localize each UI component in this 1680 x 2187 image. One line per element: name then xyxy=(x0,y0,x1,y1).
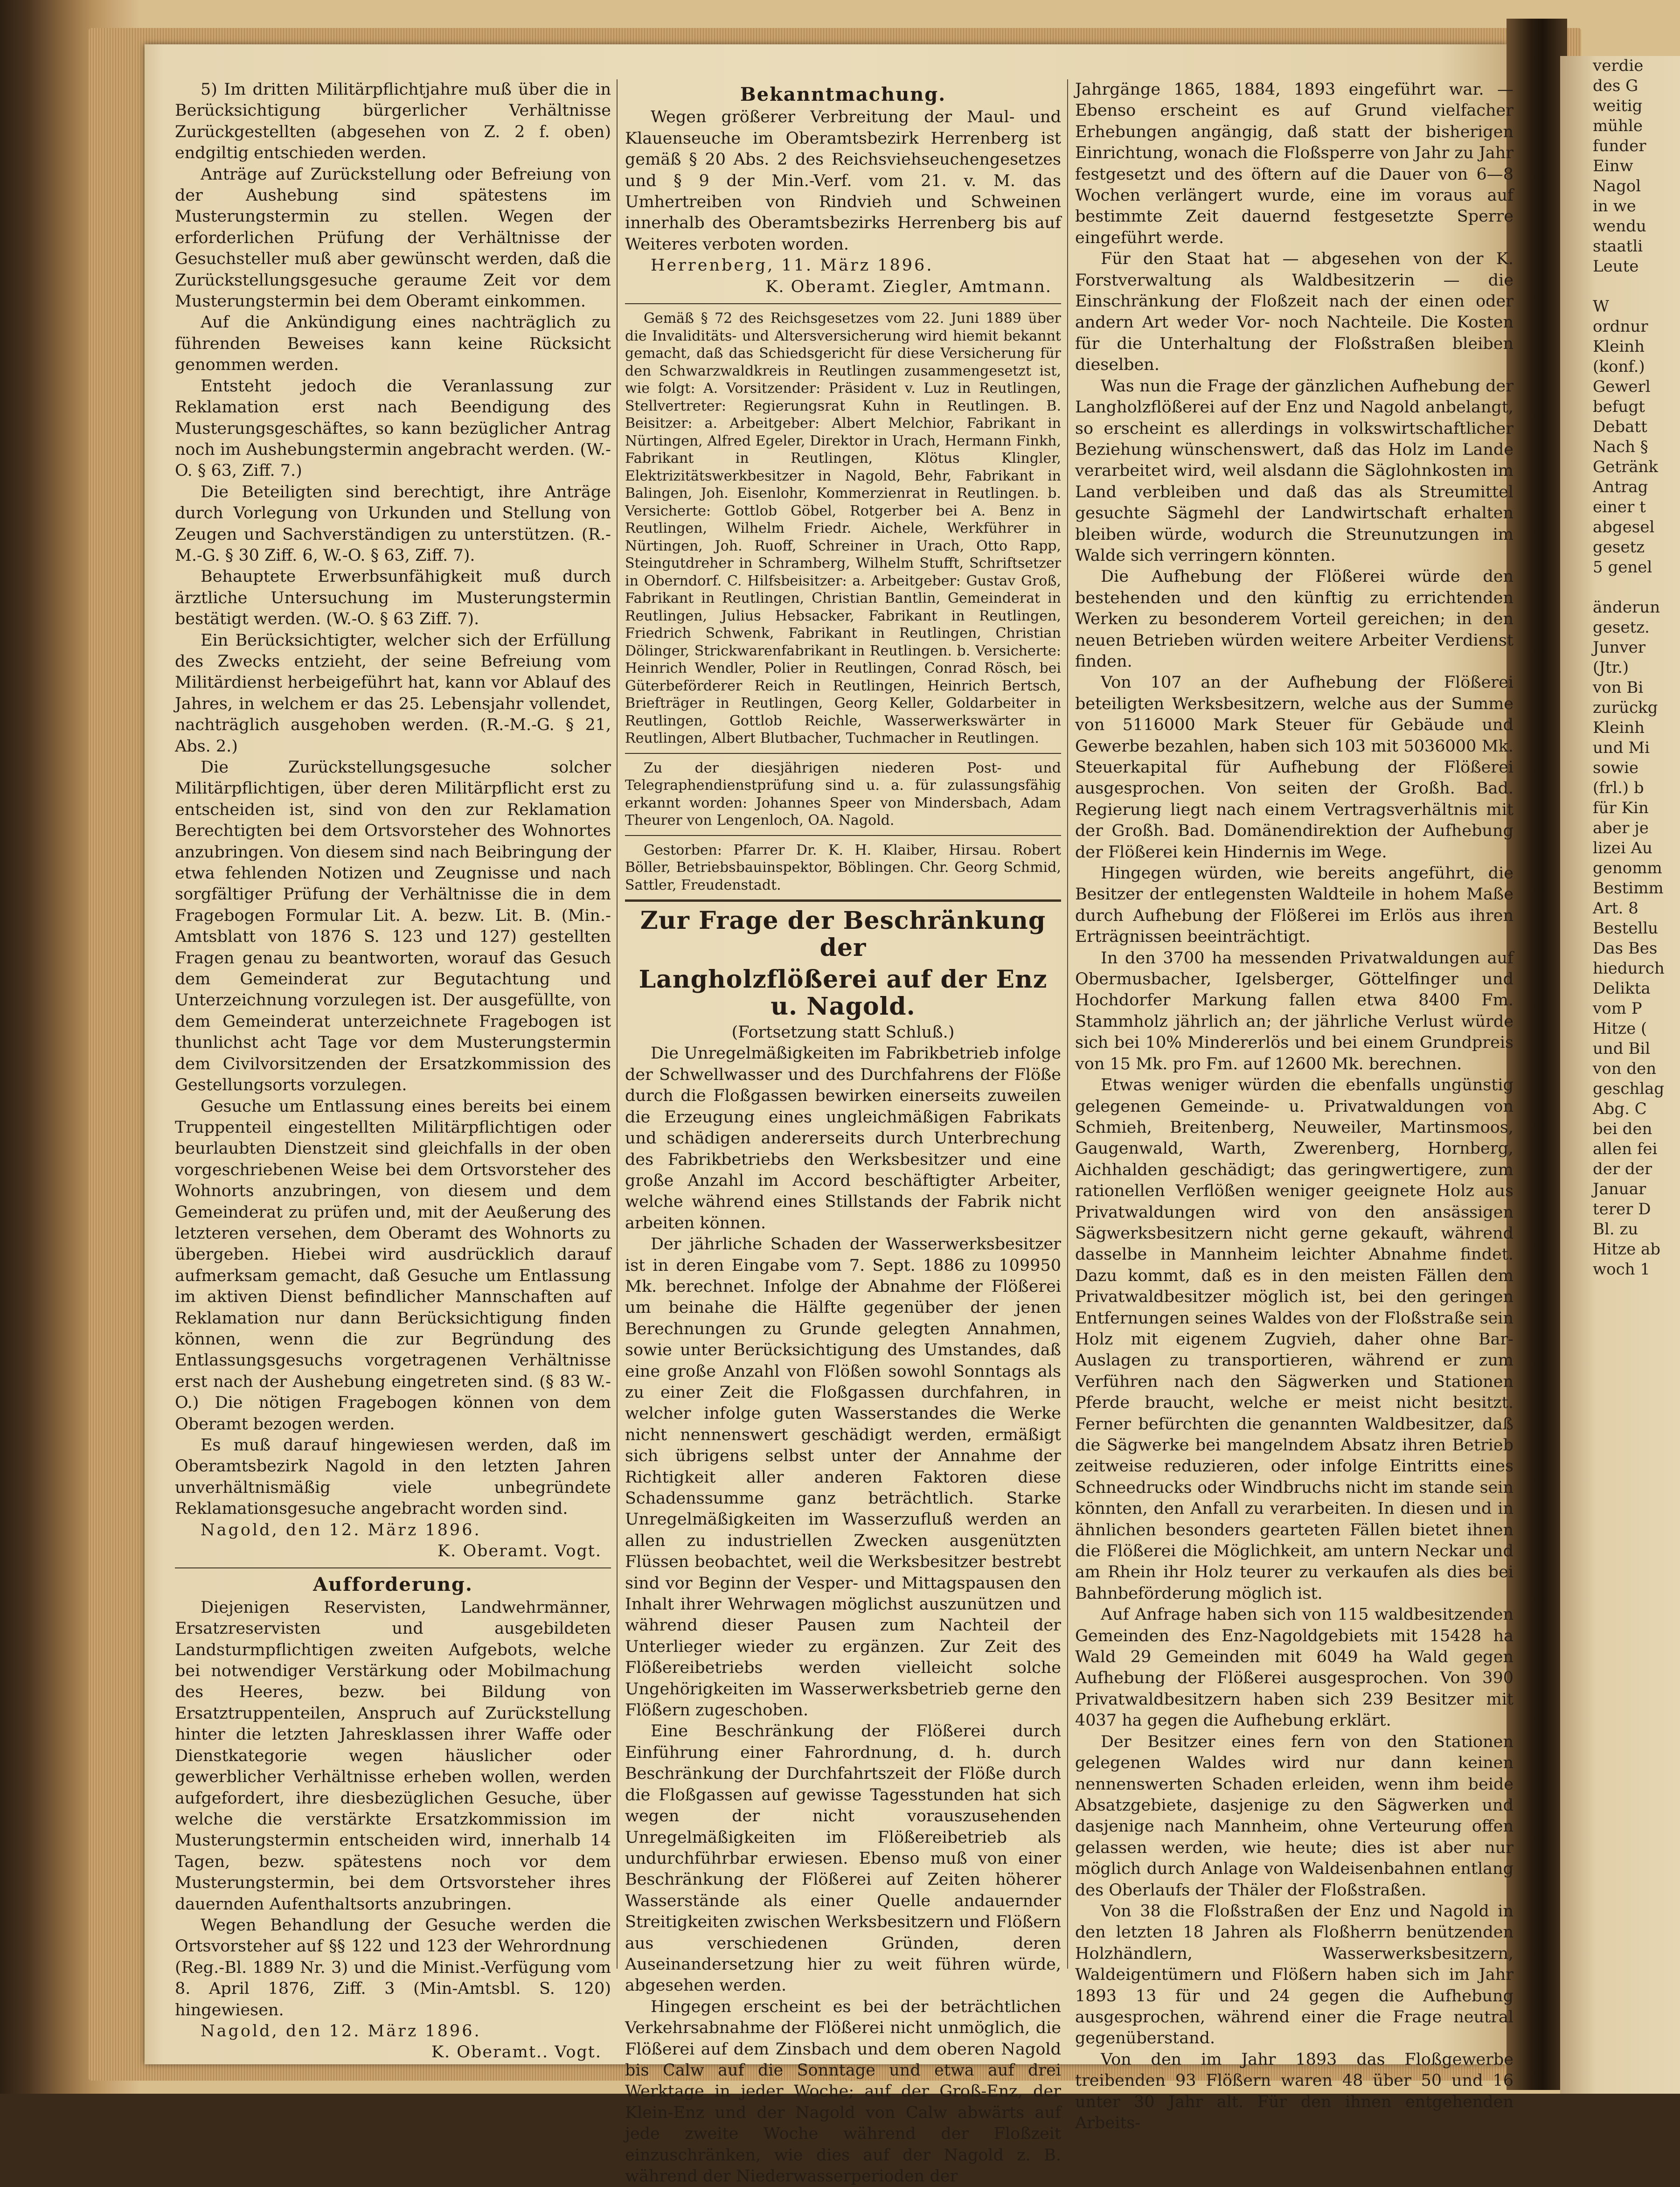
facing-page-line: Einw xyxy=(1593,157,1633,175)
facing-page-line: hiedurch xyxy=(1593,959,1665,978)
facing-page-line: wendu xyxy=(1593,217,1646,236)
facing-page-line: gesetz xyxy=(1593,538,1645,557)
facing-page-line: in we xyxy=(1593,197,1636,216)
facing-page-line: lizei Au xyxy=(1593,839,1652,857)
article-subheading: (Fortsetzung statt Schluß.) xyxy=(731,1023,955,1042)
facing-page-line: Nach § xyxy=(1593,438,1648,456)
facing-page-line: änderun xyxy=(1593,598,1660,617)
paragraph: Anträge auf Zurückstellung oder Befreiung von der Aushebung sind spätestens im Musterungstermin zu stellen. Wegen der erforderlichen Prüfung der Verhältnisse der Gesuchsteller muß aber gewünscht werden, daß die Zurückstellungsgesuche geraume Zeit vor dem Musterungstermin bei dem Oberamt einkommen. xyxy=(175,165,611,311)
paragraph: Hingegen würden, wie bereits angeführt, die Besitzer der entlegensten Waldteile in hohem Maße durch Aufhebung der Flößerei im Erlös aus ihren Erträgnissen beeinträchtigt. xyxy=(1075,864,1513,947)
paragraph: Etwas weniger würden die ebenfalls ungünstig gelegenen Gemeinde- u. Privatwaldungen von Schmieh, Breitenberg, Neuweiler, Martinsmoos, Gaugenwald, Warth, Zwerenberg, Hornberg, Aichhalden geschädigt; das geringwertigere, zum rationellen Verflößen weniger geeignete Holz aus Privatwaldungen wird von den ansässigen Sägwerksbesitzern nicht gerne gekauft, während dasselbe in Mannheim leichter Abnahme findet. Dazu kommt, daß es in den meisten Fällen dem Privatwaldbesitzer möglich ist, bei den geringen Entfernungen seines Waldes von der Floßstraße sein Holz mit eigenem Zugvieh, daher ohne Bar-Auslagen zu transportieren, während er zum Verführen nach den Sägwerken und Stationen Pferde braucht, welche er meist nicht besitzt. Ferner befürchten die genannten Waldbesitzer, daß die Sägwerke bei mangelndem Absatz ihren Betrieb zeitweise reduzieren, oder infolge Eintritts eines Schneedrucks oder Windbruchs nicht im stande sein könnten, den Anfall zu verarbeiten. In diesen und in ähnlichen besonders gearteten Fällen bietet ihnen die Flößerei die Möglichkeit, am untern Neckar und am Rhein ihr Holz teurer zu verkaufen als dies bei Bahnbeförderung möglich ist. xyxy=(1075,1076,1513,1603)
dateline: Herrenberg, 11. März 1896. xyxy=(651,256,934,275)
facing-page-line: funder xyxy=(1593,137,1646,155)
facing-page-line: ordnur xyxy=(1593,317,1648,336)
facing-page-line: und Mi xyxy=(1593,738,1650,757)
facing-page-line: Abg. C xyxy=(1593,1100,1647,1118)
paragraph: Der Besitzer eines fern von den Stationen gelegenen Waldes wird nur dann keinen nennenswerten Schaden erleiden, wenn ihm beide Absatzgebiete, dasjenige zu den Sägwerken und dasjenige nach Mannheim, ohne Verteurung offen gelassen werden, wie heute; dies ist aber nur möglich durch Anlage von Waldeisenbahnen entlang des Oberlaufs der Thäler der Floßstraßen. xyxy=(1075,1732,1513,1900)
facing-page-line: (Jtr.) xyxy=(1593,658,1629,677)
paragraph: Behauptete Erwerbsunfähigkeit muß durch ärztliche Untersuchung im Musterungstermin bestätigt werden. (W.-O. § 63 Ziff. 7). xyxy=(175,567,611,629)
article-headline: Zur Frage der Beschränkung der xyxy=(640,906,1046,962)
facing-page-line: genomm xyxy=(1593,859,1662,878)
signature-line: K. Oberamt.. Vogt. xyxy=(431,2043,602,2062)
facing-page-line: Januar xyxy=(1593,1180,1646,1198)
facing-page-line: vom P xyxy=(1593,999,1642,1018)
facing-page-line: 5 genel xyxy=(1593,558,1652,577)
paragraph: Auf die Ankündigung eines nachträglich zu führenden Beweises kann keine Rücksicht genommen werden. xyxy=(175,313,611,375)
book-gutter xyxy=(1506,19,1567,2090)
paragraph: Von den im Jahr 1893 das Floßgewerbe treibenden 93 Flößern waren 48 über 50 und 16 unter 30 Jahr alt. Für den ihnen entgehenden Arbeits- xyxy=(1075,2050,1513,2132)
facing-page-line: Art. 8 xyxy=(1593,899,1638,918)
paragraph: Der jährliche Schaden der Wasserwerksbesitzer ist in deren Eingabe vom 7. Sept. 1886 zu 109950 Mk. berechnet. Infolge der Abnahme der Flößerei um beinahe die Hälfte gegenüber der jenen Berechnungen zu Grunde gelegten Annahmen, sowie unter Berücksichtigung des Umstandes, daß eine große Anzahl von Flößen sowohl Sonntags als zu einer Zeit die Floßgassen durchfahren, in welcher infolge guten Wasserstandes die Werke nicht nennenswert geschädigt werden, ermäßigt sich übrigens selbst unter der Annahme der Richtigkeit aller anderen Faktoren diese Schadenssumme ganz beträchtlich. Starke Unregelmäßigkeiten im Wasserzufluß werden an allen zu industriellen Zwecken ausgenützten Flüssen beobachtet, weil die Werksbesitzer bestrebt sind vor Beginn der Vesper- und Mittagspausen den Inhalt ihrer Wehrwagen möglichst auszunützen und während dieser Pausen zum Nachteil der Unterlieger wieder zu ergänzen. Zur Zeit des Flößereibetriebs werden vielleicht solche Ungehörigkeiten im Wasserwerksbetrieb gerne den Flößern zugeschoben. xyxy=(625,1235,1061,1720)
column-1 xyxy=(175,79,611,2062)
column-3 xyxy=(1075,79,1513,2132)
facing-page-line: einer t xyxy=(1593,498,1646,516)
facing-page-line xyxy=(1560,277,1680,297)
facing-page-line: von Bi xyxy=(1593,678,1644,697)
facing-page-line: weitig xyxy=(1593,97,1643,115)
paragraph: Ein Berücksichtigter, welcher sich der Erfüllung des Zwecks entzieht, der seine Befreiung vom Militärdienst herbeigeführt hat, kann vor Ablauf des Jahres, in welchem er das 25. Lebensjahr vollendet, nachträglich ausgehoben werden. (R.-M.-G. § 21, Abs. 2.) xyxy=(175,631,611,756)
facing-page-line: Bl. zu xyxy=(1593,1220,1638,1239)
facing-page-line: (konf.) xyxy=(1593,357,1645,376)
paragraph: Auf Anfrage haben sich von 115 waldbesitzenden Gemeinden des Enz-Nagoldgebiets mit 15428 ha Wald 29 Gemeinden mit 6049 ha Wald gegen Aufhebung der Flößerei ausgesprochen. Von 390 Privatwaldbesitzern haben sich 239 Besitzer mit 4037 ha gegen die Aufhebung erklärt. xyxy=(1075,1605,1513,1730)
facing-page-line: allen fei xyxy=(1593,1140,1658,1158)
dateline: Nagold, den 12. März 1896. xyxy=(201,2021,481,2041)
paragraph: 5) Im dritten Militärpflichtjahre muß über die in Berücksichtigung bürgerlicher Verhältnisse Zurückgestellten (abgesehen von Z. 2 f. oben) endgiltig entschieden werden. xyxy=(175,80,611,163)
section-rule xyxy=(625,753,1061,754)
column-divider-1 xyxy=(617,79,618,1969)
paragraph: Die Beteiligten sind berechtigt, ihre Anträge durch Vorlegung von Urkunden und Stellung von Zeugen und Sachverständigen zu unterstützen. (R.-M.-G. § 30 Ziff. 6, W.-O. § 63, Ziff. 7). xyxy=(175,482,611,565)
facing-page-line: zurückg xyxy=(1593,698,1658,717)
facing-page-fragment xyxy=(1560,56,1680,2094)
facing-page-line: Leute xyxy=(1593,257,1639,276)
paragraph: Gesuche um Entlassung eines bereits bei einem Truppenteil eingestellten Militärpflichtigen oder beurlaubten Dienstzeit sind gleichfalls in der oben vorgeschriebenen Weise bei dem Ortsvorsteher des Wohnorts anzubringen, von diesem und dem Gemeinderat zu prüfen und, mit der Aeußerung des letzteren versehen, dem Oberamt des Wohnorts zu übergeben. Hiebei wird ausdrücklich darauf aufmerksam gemacht, daß Gesuche um Entlassung im aktiven Dienst befindlicher Mannschaften auf Reklamation nur dann Berücksichtigung finden können, wenn die zur Begründung des Entlassungsgesuchs vorgetragenen Verhältnisse erst nach der Aushebung eingetreten sind. (§ 83 W.-O.) Die nötigen Fragebogen können von dem Oberamt bezogen werden. xyxy=(175,1097,611,1434)
facing-page-line xyxy=(1560,578,1680,598)
paragraph: Gestorben: Pfarrer Dr. K. H. Klaiber, Hirsau. Robert Böller, Betriebsbauinspektor, Böblingen. Chr. Georg Schmid, Sattler, Freudenstadt. xyxy=(625,842,1061,893)
facing-page-line: bei den xyxy=(1593,1120,1652,1138)
facing-page-line: Kleinh xyxy=(1593,337,1645,356)
facing-page-line: Nagol xyxy=(1593,177,1641,195)
dateline: Nagold, den 12. März 1896. xyxy=(201,1520,481,1539)
paragraph: Wegen größerer Verbreitung der Maul- und Klauenseuche im Oberamtsbezirk Herrenberg ist gemäß § 20 Abs. 2 des Reichsviehseuchengesetzes und § 9 der Min.-Verf. vom 21. v. M. das Umhertreiben von Rindvieh und Schweinen innerhalb des Oberamtsbezirks Herrenberg bis auf Weiteres verboten worden. xyxy=(625,108,1061,254)
facing-page-line: W xyxy=(1593,297,1609,316)
facing-page-line: von den xyxy=(1593,1059,1657,1078)
facing-page-line: Antrag xyxy=(1593,478,1648,496)
facing-page-line: Hitze ( xyxy=(1593,1019,1647,1038)
facing-page-line: terer D xyxy=(1593,1200,1651,1219)
facing-page-line: Bestellu xyxy=(1593,919,1658,938)
paragraph: Wegen Behandlung der Gesuche werden die Ortsvorsteher auf §§ 122 und 123 der Wehrordnung (Reg.-Bl. 1889 Nr. 3) und die Minist.-Verfügung vom 8. April 1876, Ziff. 3 (Min-Amtsbl. S. 120) hingewiesen. xyxy=(175,1915,611,2020)
paragraph: Von 38 die Floßstraßen der Enz und Nagold in den letzten 18 Jahren als Floßherrn benützenden Holzhändlern, Wasserwerksbesitzern, Waldeigentümern und Flößern haben sich im Jahr 1893 13 für und 24 gegen die Aufhebung ausgesprochen, während einer die Frage neutral gegenüberstand. xyxy=(1075,1901,1513,2048)
section-heading: Aufforderung. xyxy=(313,1574,473,1596)
notice-small-print xyxy=(625,310,1061,894)
facing-page-line: Delikta xyxy=(1593,979,1651,998)
facing-page-line: der der xyxy=(1593,1160,1652,1178)
column-divider-2 xyxy=(1067,79,1068,1969)
facing-page-line: sowie xyxy=(1593,759,1639,777)
paragraph: In den 3700 ha messenden Privatwaldungen auf Obermusbacher, Igelsberger, Göttelfinger und Hochdorfer Markung fallen etwa 8400 Fm. Stammholz jährlich an; der jährliche Verlust würde sich bei 10% Mindererlös und bei einem Grundpreis von 15 Mk. pro Fm. auf 12600 Mk. berechnen. xyxy=(1075,948,1513,1073)
facing-page-line: befugt xyxy=(1593,397,1645,416)
facing-page-line: Das Bes xyxy=(1593,939,1658,958)
section-rule xyxy=(625,303,1061,304)
facing-page-line: Getränk xyxy=(1593,458,1658,476)
facing-page-line: gesetz. xyxy=(1593,618,1650,637)
paragraph: Zu der diesjährigen niederen Post- und Telegraphendienstprüfung sind u. a. für zulassungsfähig erkannt worden: Johannes Speer von Mindersbach, Adam Theurer von Lengenloch, OA. Nagold. xyxy=(625,759,1061,829)
paragraph: Für den Staat hat — abgesehen von der K. Forstverwaltung als Waldbesitzerin — die Einschränkung der Floßzeit nach der einen oder andern Art weder Vor- noch Nachteile. Die Kosten für die Unterhaltung der Floßstraßen bleiben dieselben. xyxy=(1075,250,1513,375)
facing-page-line: und Bil xyxy=(1593,1039,1651,1058)
facing-page-line: Bestimm xyxy=(1593,879,1664,898)
signature-line: K. Oberamt. Ziegler, Amtmann. xyxy=(765,277,1052,296)
section-rule xyxy=(625,899,1061,902)
column-2 xyxy=(625,79,1061,2186)
section-rule xyxy=(175,1567,611,1568)
facing-page-line: abgesel xyxy=(1593,518,1655,536)
paragraph: Von 107 an der Aufhebung der Flößerei beteiligten Werksbesitzern, welche aus der Summe von 5116000 Mark Steuer für Gebäude und Gewerbe bezahlen, haben sich 103 mit 5036000 Mk. Steuerkapital für Aufhebung der Flößerei ausgesprochen. Von seiten der Großh. Bad. Regierung liegt nach einem Vertragsverhältnis mit der Großh. Bad. Domänendirektion der Aufhebung der Flößerei kein Hindernis im Wege. xyxy=(1075,673,1513,862)
facing-page-line: geschlag xyxy=(1593,1080,1665,1098)
section-rule xyxy=(625,835,1061,836)
facing-page-line: verdie xyxy=(1593,56,1644,75)
paragraph: Die Zurückstellungsgesuche solcher Militärpflichtigen, über deren Militärpflicht erst zu entscheiden ist, sind von den zur Reklamation Berechtigten bei dem Ortsvorsteher des Wohnortes anzubringen. Von diesem sind nach Beibringung der etwa fehlenden Notizen und Zeugnisse und nach sorgfältiger Prüfung der Verhältnisse die in dem Fragebogen Formular Lit. A. bezw. Lit. B. (Min.-Amtsblatt von 1876 S. 123 und 127) gestellten Fragen genau zu beantworten, worauf das Gesuch dem Gemeinderat zur Begutachtung und Unterzeichnung vorzulegen ist. Der ausgefüllte, von dem Gemeinderat unterzeichnete Fragebogen ist thunlichst acht Tage vor dem Musterungstermin dem Civilvorsitzenden der Ersatzkommission des Gestellungsorts vorzulegen. xyxy=(175,758,611,1095)
facing-page-line: staatli xyxy=(1593,237,1643,256)
paragraph: Gemäß § 72 des Reichsgesetzes vom 22. Juni 1889 über die Invaliditäts- und Altersversicherung wird hiemit bekannt gemacht, daß das Schiedsgericht für diese Versicherung für den Schwarzwaldkreis in Reutlingen zusammengesetzt ist, wie folgt: A. Vorsitzender: Präsident v. Luz in Reutlingen, Stellvertreter: Regierungsrat Kuhn in Reutlingen. B. Beisitzer: a. Arbeitgeber: Albert Melchior, Fabrikant in Nürtingen, Alfred Egeler, Direktor in Urach, Hermann Finkh, Fabrikant in Reutlingen, Klötus Klingler, Elektrizitätswerkbesitzer in Nagold, Behr, Fabrikant in Balingen, Joh. Eisenlohr, Kommerzienrat in Reutlingen. b. Versicherte: Gottlob Göbel, Rotgerber bei A. Benz in Reutlingen, Wilhelm Friedr. Aichele, Werkführer in Nürtingen, Joh. Ruoff, Schreiner in Urach, Otto Rapp, Steingutdreher in Schramberg, Wilhelm Stufft, Schriftsetzer in Oberndorf. C. Hilfsbeisitzer: a. Arbeitgeber: Gustav Groß, Fabrikant in Reutlingen, Christian Bantlin, Gemeinderat in Reutlingen, Julius Hebsacker, Fabrikant in Reutlingen, Friedrich Schwenk, Fabrikant in Reutlingen, Christian Dölinger, Strickwarenfabrikant in Reutlingen. b. Versicherte: Heinrich Wendler, Polier in Reutlingen, Conrad Rösch, bei Güterbeförderer Reich in Reutlingen, Heinrich Bertsch, Briefträger in Reutlingen, Georg Keller, Goldarbeiter in Reutlingen, Gottlob Reichle, Wasserwerkswärter in Reutlingen, Albert Blutbacher, Tuchmacher in Reutlingen. xyxy=(625,310,1061,747)
facing-page-line: Debatt xyxy=(1593,418,1647,436)
signature-line: K. Oberamt. Vogt. xyxy=(437,1542,602,1561)
facing-page-line: Hitze ab xyxy=(1593,1240,1661,1259)
facing-page-line: woch 1 xyxy=(1593,1260,1650,1279)
article-headline: Langholzflößerei auf der Enz u. Nagold. xyxy=(639,965,1048,1021)
facing-page-line: für Kin xyxy=(1593,799,1649,817)
paragraph: Jahrgänge 1865, 1884, 1893 eingeführt war. — Ebenso erscheint es auf Grund vielfacher Erhebungen angängig, daß statt der bisherigen Einrichtung, wonach die Floßsperre von Jahr zu Jahr festgesetzt und des öftern auf die Dauer von 6—8 Wochen verlängert wurde, eine im voraus auf bestimmte Zeit dauernd festgesetzte Sperre eingeführt werde. xyxy=(1075,80,1513,247)
paragraph: Diejenigen Reservisten, Landwehrmänner, Ersatzreservisten und ausgebildeten Landsturmpflichtigen zweiten Aufgebots, welche bei notwendiger Verstärkung oder Mobilmachung des Heeres, bezw. bei Bildung von Ersatztruppenteilen, Anspruch auf Zurückstellung hinter die letzten Jahresklassen ihrer Waffe oder Dienstkategorie wegen häuslicher oder gewerblicher Verhältnisse erheben wollen, werden aufgefordert, ihre diesbezüglichen Gesuche, über welche die verstärkte Ersatzkommission im Musterungstermin entscheiden wird, innerhalb 14 Tagen, bezw. spätestens noch vor dem Musterungstermin, bei dem Ortsvorsteher ihres dauernden Aufenthaltsorts anzubringen. xyxy=(175,1598,611,1914)
facing-page-line: Gewerl xyxy=(1593,377,1651,396)
paragraph: Es muß darauf hingewiesen werden, daß im Oberamtsbezirk Nagold in den letzten Jahren unverhältnismäßig viele unbegründete Reklamationsgesuche angebracht worden sind. xyxy=(175,1436,611,1518)
facing-page-line: mühle xyxy=(1593,117,1643,135)
facing-page-line: des G xyxy=(1593,77,1638,95)
facing-page-line: (frl.) b xyxy=(1593,779,1644,797)
paragraph: Hingegen erscheint es bei der beträchtlichen Verkehrsabnahme der Flößerei nicht unmöglich, die Flößerei auf dem Zinsbach und dem oberen Nagold bis Calw auf die Sonntage und etwa auf drei Werktage in jeder Woche; auf der Groß-Enz, der Klein-Enz und der Nagold von Calw abwärts auf jede zweite Woche während der Floßzeit einzuschränken, wie dies auf der Nagold z. B. während der Niederwasserperioden der xyxy=(625,1997,1061,2186)
paragraph: Die Aufhebung der Flößerei würde den bestehenden und den künftig zu errichtenden Werken zu besonderem Vorteil gereichen; in den neuen Betrieben würden weitere Arbeiter Verdienst finden. xyxy=(1075,567,1513,671)
facing-page-line: aber je xyxy=(1593,819,1649,837)
paragraph: Was nun die Frage der gänzlichen Aufhebung der Langholzflößerei auf der Enz und Nagold anbelangt, so erscheint es allerdings in volkswirtschaftlicher Beziehung wünschenswert, daß das Holz im Lande verarbeitet wird, weil alsdann die Säglohnkosten im Land verbleiben und daß das als Streumittel gesuchte Sägmehl der Landwirtschaft erhalten bleiben würde, wodurch die Streunutzungen im Walde sich verringern könnten. xyxy=(1075,376,1513,565)
paragraph: Eine Beschränkung der Flößerei durch Einführung einer Fahrordnung, d. h. durch Beschränkung der Durchfahrtszeit der Flöße durch die Floßgassen auf gewisse Tagesstunden hat sich wegen der nicht vorauszusehenden Unregelmäßigkeiten im Flößereibetrieb als undurchführbar erwiesen. Ebenso muß von einer Beschränkung der Flößerei auf Zeiten höherer Wasserstände als einer Quelle andauernder Streitigkeiten zwischen Werksbesitzern und Flößern aus verschiedenen Gründen, deren Auseinandersetzung hier zu weit führen würde, abgesehen werden. xyxy=(625,1722,1061,1995)
facing-page-line: Kleinh xyxy=(1593,718,1645,737)
paragraph: Die Unregelmäßigkeiten im Fabrikbetrieb infolge der Schwellwasser und des Durchfahrens der Flöße durch die Floßgassen bewirken einerseits zuweilen die Erzeugung eines ungleichmäßigen Fabrikats und schädigen andererseits durch Unterbrechung des Fabrikbetriebs den Werksbesitzer und eine große Anzahl im Accord beschäftigter Arbeiter, welche während eines Stillstands der Fabrik nicht arbeiten können. xyxy=(625,1044,1061,1233)
facing-page-line: Junver xyxy=(1593,638,1646,657)
paragraph: Entsteht jedoch die Veranlassung zur Reklamation erst nach Beendigung des Musterungsgeschäftes, so kann bezüglicher Antrag noch im Aushebungstermin angebracht werden. (W.-O. § 63, Ziff. 7.) xyxy=(175,376,611,481)
section-heading: Bekanntmachung. xyxy=(740,84,946,105)
